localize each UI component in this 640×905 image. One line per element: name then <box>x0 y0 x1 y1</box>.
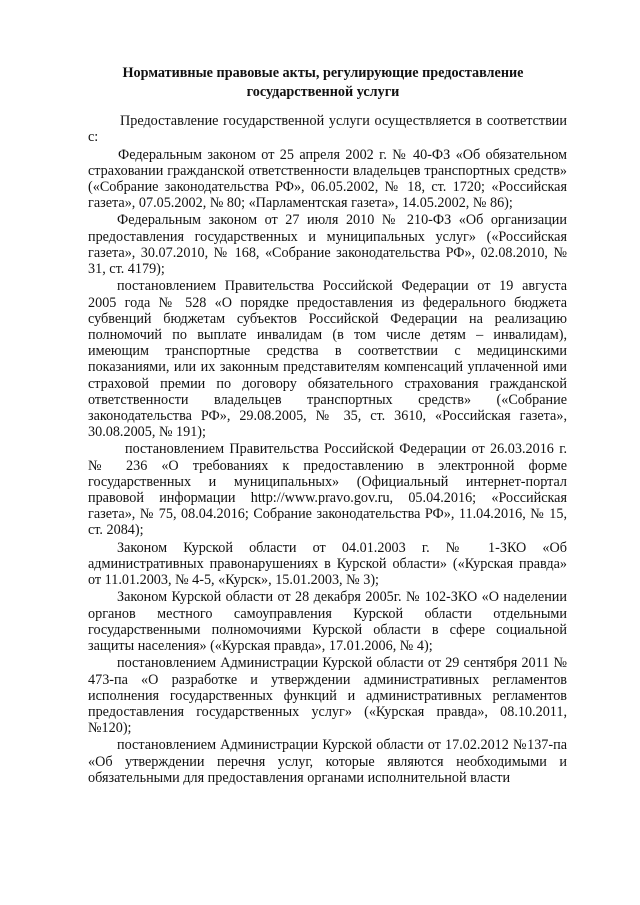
document-body <box>88 113 567 787</box>
paragraph-government-decree-528: постановлением Правительства Российской Федерации от 19 августа 2005 года № 528 «О порядке предоставления из федерального бюджета субвенций бюджетам субъектов Российской Федерации на реализацию полномочий по выплате инвалидам (в том числе детям – инвалидам), имеющим транспортные средства в соответствии с медицинскими показаниями, или их законным представителям компенсаций уплаченной ими страховой премии по договору обязательного страхования гражданской ответственности владельцев транспортных средств» («Собрание законодательства РФ», 29.08.2005, № 35, ст. 3610, «Российская газета», 30.08.2005, № 191); <box>88 278 567 441</box>
paragraph-kursk-decree-473: постановлением Администрации Курской области от 29 сентября 2011 № 473-па «О разработке и утверждении административных регламентов исполнения государственных функций и административных регламентов предоставления государственных услуг» («Курская правда», 08.10.2011, №120); <box>88 655 567 737</box>
document-title: Нормативные правовые акты, регулирующие предоставление государственной услуги <box>122 65 524 100</box>
paragraph-kursk-law-102: Законом Курской области от 28 декабря 2005г. № 102-ЗКО «О наделении органов местного самоуправления Курской области отдельными государственными полномочиями Курской области в сфере социальной защиты населения» («Курская правда», 17.01.2006, № 4); <box>88 589 567 655</box>
paragraph-government-decree-236: постановлением Правительства Российской Федерации от 26.03.2016 г. № 236 «О требованиях к предоставлению в электронной форме государственных и муниципальных» (Официальный интернет-портал правовой информации http://www.pravo.gov.ru, 05.04.2016; «Российская газета», № 75, 08.04.2016; Собрание законодательства РФ», 11.04.2016, № 15, ст. 2084); <box>88 441 567 539</box>
paragraph-federal-law-40: Федеральным законом от 25 апреля 2002 г. № 40-ФЗ «Об обязательном страховании гражданской ответственности владельцев транспортных средств» («Собрание законодательства РФ», 06.05.2002, № 18, ст. 1720; «Российская газета», 07.05.2002, № 80; «Парламентская газета», 14.05.2002, № 86); <box>88 146 567 212</box>
paragraph-kursk-decree-137: постановлением Администрации Курской области от 17.02.2012 №137-па «Об утверждении перечня услуг, которые являются необходимыми и обязательными для предоставления органами исполнительной власти <box>88 737 567 786</box>
paragraph-kursk-law-1: Законом Курской области от 04.01.2003 г. № 1-ЗКО «Об административных правонарушениях в Курской области» («Курская правда» от 11.01.2003, № 4-5, «Курск», 15.01.2003, № 3); <box>88 539 567 589</box>
paragraph-intro: Предоставление государственной услуги осуществляется в соответствии с: <box>88 113 567 146</box>
paragraph-federal-law-210: Федеральным законом от 27 июля 2010 № 210-ФЗ «Об организации предоставления государственных и муниципальных услуг» («Российская газета», 30.07.2010, № 168, «Собрание законодательства РФ», 02.08.2010, № 31, ст. 4179); <box>88 212 567 278</box>
